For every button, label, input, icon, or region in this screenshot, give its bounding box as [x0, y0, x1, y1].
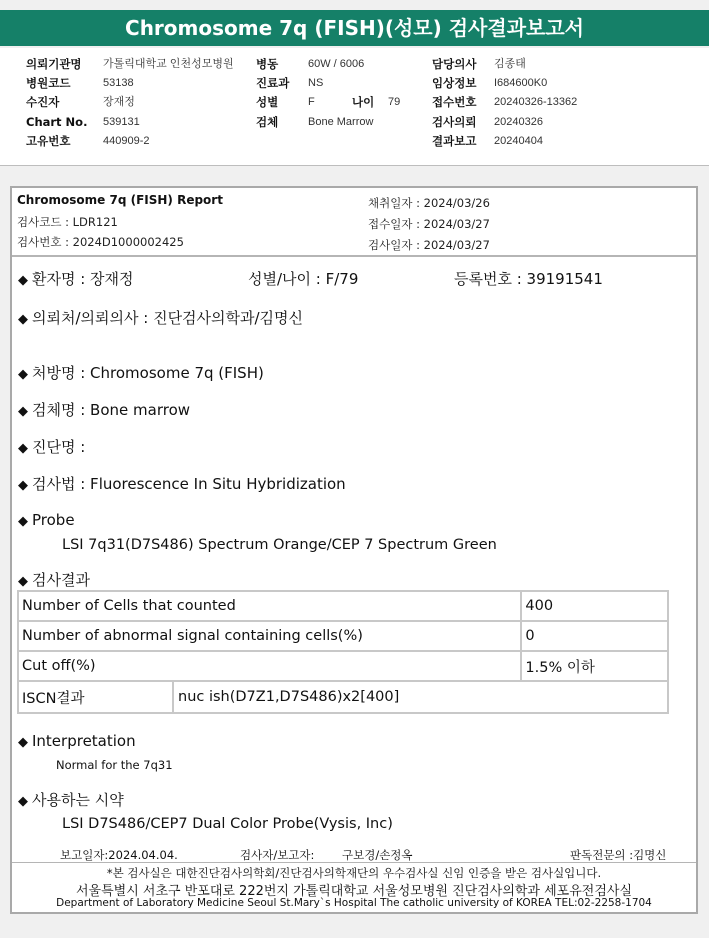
interpretation-value: Normal for the 7q31	[56, 758, 173, 772]
reagent-value: LSI D7S486/CEP7 Dual Color Probe(Vysis, Inc)	[62, 816, 393, 832]
prescription-line	[18, 362, 264, 383]
info-value: 539131	[103, 116, 140, 128]
prescription: 처방명 : Chromosome 7q (FISH)	[32, 364, 264, 382]
diamond-bullet-icon: ◆	[18, 794, 28, 809]
info-label: 의뢰기관명	[26, 57, 82, 71]
footer-divider	[12, 862, 696, 863]
info-value: I684600K0	[494, 77, 548, 89]
probe-value: LSI 7q31(D7S486) Spectrum Orange/CEP 7 Spectrum Green	[62, 537, 497, 553]
diamond-bullet-icon: ◆	[18, 441, 28, 456]
method-line	[18, 473, 346, 494]
info-label: 나이	[352, 95, 375, 109]
info-label: 병동	[256, 57, 279, 71]
info-value: NS	[308, 77, 324, 89]
test-date: 검사일자 : 2024/03/27	[368, 238, 490, 252]
report-header	[12, 188, 696, 257]
referrer-line	[18, 307, 303, 328]
test-number: 검사번호 : 2024D1000002425	[17, 235, 184, 249]
info-value: 53138	[103, 77, 134, 89]
probe-label: Probe	[32, 511, 75, 529]
interpretation-heading	[18, 732, 136, 750]
method: 검사법 : Fluorescence In Situ Hybridization	[32, 475, 346, 493]
info-doctor	[0, 55, 700, 73]
patient-line	[18, 268, 134, 289]
registration-number: 등록번호 : 39191541	[454, 270, 603, 288]
info-value: 20240326-13362	[494, 96, 578, 108]
info-value: 20240326	[494, 116, 543, 128]
info-value: 79	[388, 96, 401, 108]
info-label: 진료과	[256, 76, 290, 90]
result-value: 1.5% 이하	[521, 651, 668, 681]
info-receipt-no	[0, 93, 700, 111]
result-value: 0	[521, 621, 668, 651]
info-label: 수진자	[26, 95, 60, 109]
info-value: 김종태	[494, 58, 526, 70]
diamond-bullet-icon: ◆	[18, 735, 28, 750]
diagnosis: 진단명 :	[32, 438, 86, 456]
collection-date: 채취일자 : 2024/03/26	[368, 196, 490, 210]
info-value: 장재정	[103, 96, 135, 108]
specimen-line	[18, 399, 190, 420]
reading-specialist: 판독전문의 :김명신	[570, 848, 667, 862]
info-value: 60W / 6006	[308, 58, 365, 70]
result-name: Number of abnormal signal containing cells(%)	[18, 621, 521, 651]
diamond-bullet-icon: ◆	[18, 273, 28, 288]
table-row	[18, 591, 668, 621]
info-label: 고유번호	[26, 134, 71, 148]
iscn-row	[19, 682, 667, 712]
patient-name: 환자명 : 장재정	[32, 270, 134, 288]
diamond-bullet-icon: ◆	[18, 312, 28, 327]
info-clinical	[0, 74, 700, 92]
specimen: 검체명 : Bone marrow	[32, 401, 191, 419]
reagent-label: 사용하는 시약	[32, 791, 124, 809]
info-label: Chart No.	[26, 115, 88, 129]
info-label: 검사의뢰	[432, 115, 477, 129]
receipt-date: 접수일자 : 2024/03/27	[368, 217, 490, 231]
table-row	[18, 681, 668, 713]
info-request-date	[0, 113, 700, 131]
info-value: 440909-2	[103, 135, 150, 147]
results-label: 검사결과	[32, 571, 90, 589]
iscn-value: nuc ish(D7Z1,D7S486)x2[400]	[178, 689, 400, 705]
probe-line	[18, 511, 75, 529]
tester-label: 검사자/보고자:	[240, 848, 315, 862]
interpretation-label: Interpretation	[32, 732, 136, 750]
results-table	[17, 590, 669, 714]
table-row	[18, 621, 668, 651]
diamond-bullet-icon: ◆	[18, 367, 28, 382]
iscn-cell	[18, 681, 668, 713]
certification-note: *본 검사실은 대한진단검사의학회/진단검사의학재단의 우수검사실 신임 인증을 받은 검사실입니다.	[106, 866, 602, 880]
diagnosis-line	[18, 436, 85, 457]
test-code: 검사코드 : LDR121	[17, 215, 118, 229]
report-date: 보고일자:2024.04.04.	[60, 848, 178, 862]
info-label: 성별	[256, 95, 279, 109]
reagent-heading	[18, 789, 124, 810]
info-label: 검체	[256, 115, 279, 129]
results-heading	[18, 569, 90, 590]
address-korean: 서울특별시 서초구 반포대로 222번지 가톨릭대학교 서울성모병원 진단검사의학과 세포유전검사실	[75, 884, 633, 899]
referrer: 의뢰처/의뢰의사 : 진단검사의학과/김명신	[32, 309, 304, 327]
result-name: Number of Cells that counted	[18, 591, 521, 621]
result-name: Cut off(%)	[18, 651, 521, 681]
diamond-bullet-icon: ◆	[18, 404, 28, 419]
table-row	[18, 651, 668, 681]
info-label: 병원코드	[26, 76, 71, 90]
info-label: 결과보고	[432, 134, 477, 148]
info-value: Bone Marrow	[308, 116, 374, 128]
diamond-bullet-icon: ◆	[18, 574, 28, 589]
patient-sex-age: 성별/나이 : F/79	[248, 270, 359, 288]
info-label: 임상정보	[432, 76, 477, 90]
info-report-date	[0, 132, 700, 150]
info-value: 가톨릭대학교 인천성모병원	[103, 58, 234, 70]
info-value: F	[308, 96, 315, 108]
info-label: 접수번호	[432, 95, 477, 109]
fish-report	[10, 186, 698, 914]
diamond-bullet-icon: ◆	[18, 514, 28, 529]
info-value: 20240404	[494, 135, 543, 147]
diamond-bullet-icon: ◆	[18, 478, 28, 493]
request-info-panel	[0, 48, 709, 166]
document-title: Chromosome 7q (FISH)(성모) 검사결과보고서	[0, 10, 709, 46]
address-english: Department of Laboratory Medicine Seoul St.Mary`s Hospital The catholic university of KOREA TEL:02-2258-1704	[56, 897, 652, 909]
iscn-label: ISCN결과	[19, 682, 174, 712]
tester-value: 구보경/손정옥	[342, 848, 413, 862]
report-title: Chromosome 7q (FISH) Report	[17, 193, 223, 207]
result-value: 400	[521, 591, 668, 621]
info-label: 담당의사	[432, 57, 477, 71]
